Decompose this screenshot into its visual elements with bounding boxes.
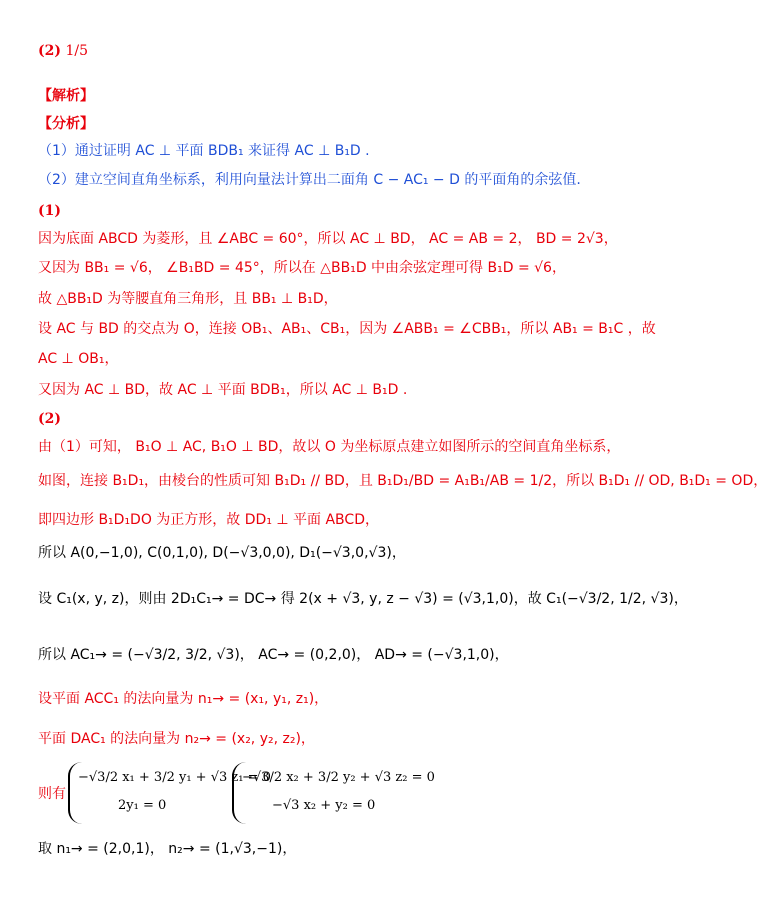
system-2	[232, 762, 435, 824]
part2-c1-line: 设 C₁(x, y, z)，则由 2D₁C₁→ = DC→ 得 2(x + √3, y, z − √3) = (√3,1,0)，故 C₁(−√3/2, 1/2, √3)，	[38, 591, 688, 607]
system-1	[68, 762, 271, 824]
part1-line-6: 又因为 AC ⊥ BD，故 AC ⊥ 平面 BDB₁，所以 AC ⊥ B₁D .	[38, 382, 408, 398]
part2-red-line-1: 由（1）可知， B₁O ⊥ AC, B₁O ⊥ BD，故以 O 为坐标原点建立如图所示的空间直角坐标系，	[38, 439, 621, 455]
part1-line-4: 设 AC 与 BD 的交点为 O，连接 OB₁、AB₁、CB₁，因为 ∠ABB₁ = ∠CBB₁，所以 AB₁ = B₁C ，故	[38, 321, 656, 337]
system-intro: 则有	[38, 786, 66, 802]
system-1-eq-1: −√3/2 x₁ + 3/2 y₁ + √3 z₁ = 0	[78, 770, 271, 785]
normal-line-1: 设平面 ACC₁ 的法向量为 n₁→ = (x₁, y₁, z₁)，	[38, 691, 329, 707]
part2-vectors-line: 所以 AC₁→ = (−√3/2, 3/2, √3)， AC→ = (0,2,0)， AD→ = (−√3,1,0)，	[38, 647, 509, 663]
part1-line-3: 故 △BB₁D 为等腰直角三角形，且 BB₁ ⊥ B₁D，	[38, 291, 338, 307]
part2-label: (2)	[38, 411, 61, 427]
part2-coords-line: 所以 A(0,−1,0), C(0,1,0), D(−√3,0,0), D₁(−√3,0,√3)，	[38, 545, 406, 561]
part1-line-2: 又因为 BB₁ = √6， ∠B₁BD = 45°，所以在 △BB₁D 中由余弦定理可得 B₁D = √6，	[38, 260, 566, 276]
part1-line-1: 因为底面 ABCD 为菱形，且 ∠ABC = 60°，所以 AC ⊥ BD， AC = AB = 2， BD = 2√3，	[38, 231, 618, 247]
system-2-eq-2: −√3 x₂ + y₂ = 0	[272, 798, 376, 813]
part2-red-line-2: 如图，连接 B₁D₁，由棱台的性质可知 B₁D₁ // BD，且 B₁D₁/BD = A₁B₁/AB = 1/2，所以 B₁D₁ // OD, B₁D₁ = OD，	[38, 473, 767, 489]
analysis-line-2: （2）建立空间直角坐标系，利用向量法计算出二面角 C − AC₁ − D 的平面角的余弦值.	[38, 172, 581, 188]
answer-value: 1/5	[65, 43, 88, 59]
part1-line-5: AC ⊥ OB₁，	[38, 351, 119, 367]
normal-line-2: 平面 DAC₁ 的法向量为 n₂→ = (x₂, y₂, z₂)，	[38, 731, 315, 747]
answer-header	[38, 42, 628, 60]
system-2-eq-1: −√3/2 x₂ + 3/2 y₂ + √3 z₂ = 0	[242, 770, 435, 785]
part2-red-line-3: 即四边形 B₁D₁DO 为正方形，故 DD₁ ⊥ 平面 ABCD，	[38, 512, 379, 528]
answer-label: (2)	[38, 43, 61, 59]
take-line: 取 n₁→ = (2,0,1)， n₂→ = (1,√3,−1)，	[38, 841, 297, 857]
solution-marker: 【解析】	[38, 88, 94, 104]
part1-label: (1)	[38, 203, 61, 219]
analysis-marker: 【分析】	[38, 116, 94, 132]
analysis-line-1: （1）通过证明 AC ⊥ 平面 BDB₁ 来证得 AC ⊥ B₁D .	[38, 143, 370, 159]
system-1-eq-2: 2y₁ = 0	[118, 798, 167, 813]
